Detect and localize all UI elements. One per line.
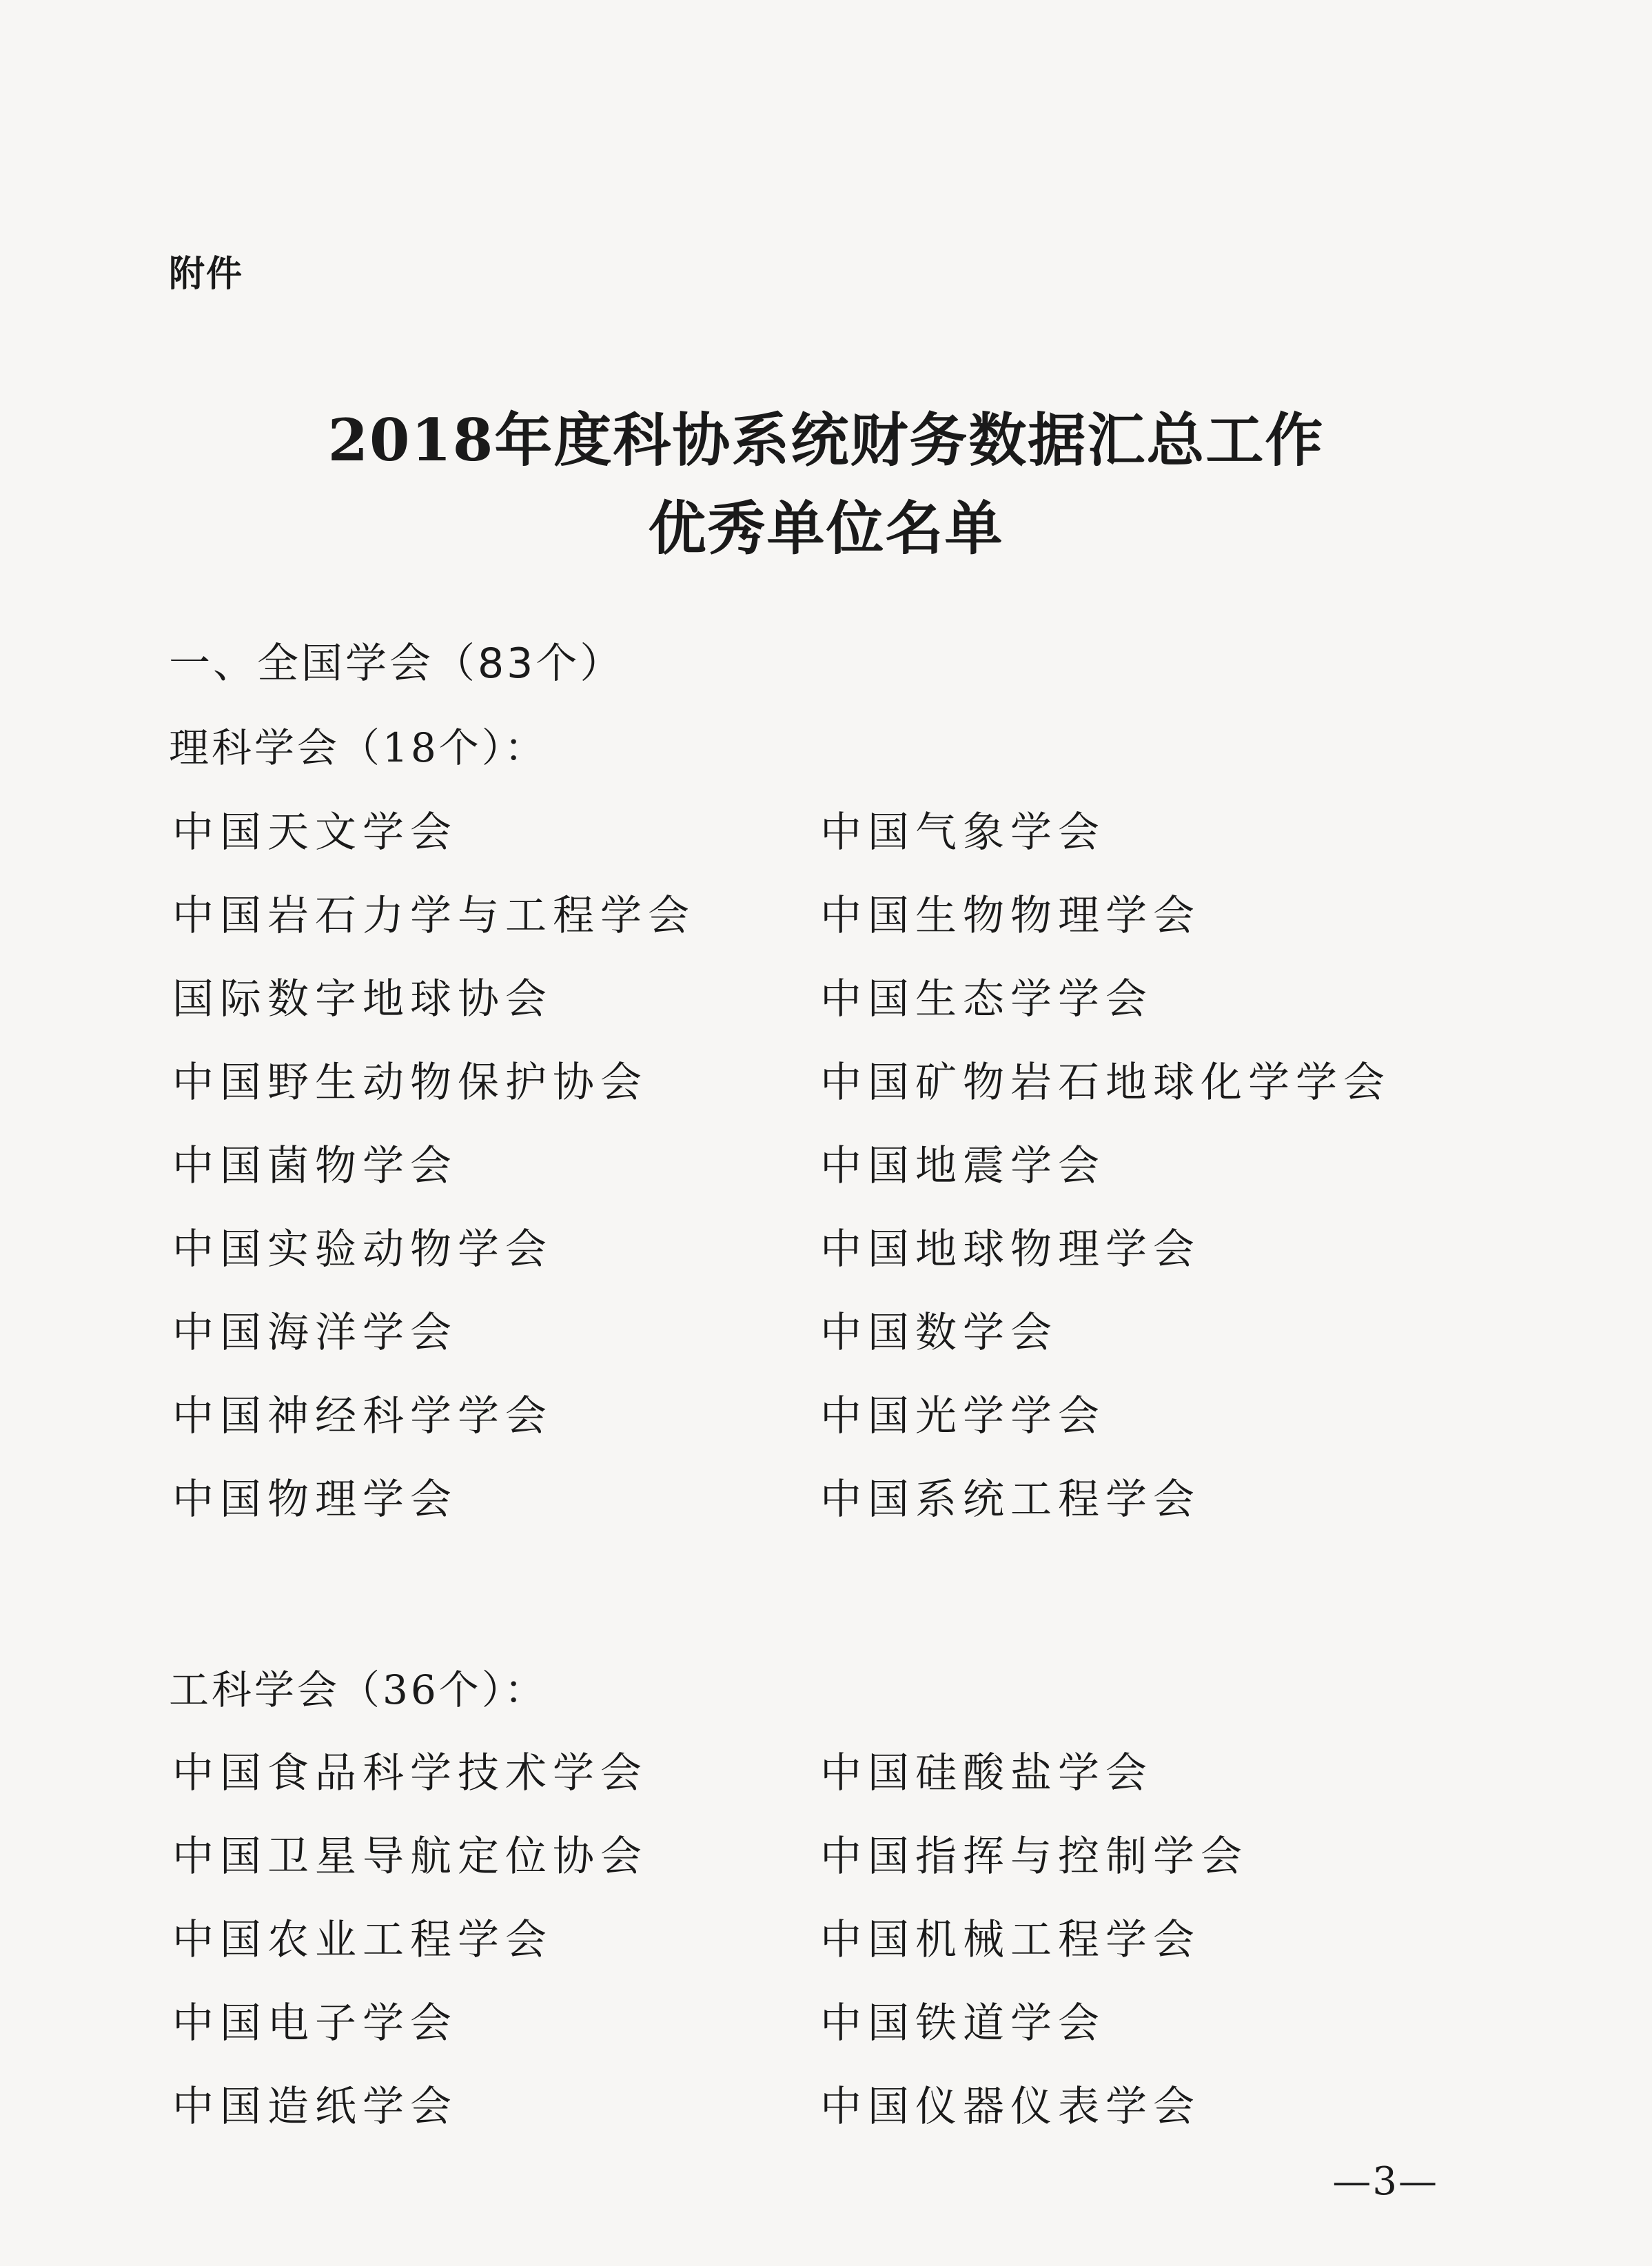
list-item: 中国物理学会 (172, 1476, 458, 1524)
list-item: 中国矿物岩石地球化学学会 (820, 1059, 1391, 1107)
list-item: 中国光学学会 (820, 1392, 1105, 1440)
list-item: 中国天文学会 (172, 808, 458, 857)
list-item: 中国卫星导航定位协会 (172, 1833, 648, 1881)
list-item: 中国菌物学会 (172, 1142, 458, 1190)
list-item: 中国海洋学会 (172, 1309, 458, 1357)
list-item: 中国仪器仪表学会 (820, 2083, 1201, 2131)
list-item: 中国造纸学会 (172, 2083, 458, 2131)
list-item: 中国系统工程学会 (820, 1476, 1201, 1524)
list-item: 国际数字地球协会 (172, 975, 553, 1023)
list-item: 中国硅酸盐学会 (820, 1749, 1153, 1797)
list-item: 中国数学会 (820, 1309, 1058, 1357)
page-number: —3— (1332, 2159, 1438, 2204)
list-item: 中国食品科学技术学会 (172, 1749, 648, 1797)
list-item: 中国生态学学会 (820, 975, 1153, 1023)
list-item: 中国农业工程学会 (172, 1916, 553, 1964)
list-item: 中国神经科学学会 (172, 1392, 553, 1440)
science-subheading: 理科学会（18个）： (169, 724, 547, 771)
list-item: 中国地球物理学会 (820, 1225, 1201, 1274)
list-item: 中国实验动物学会 (172, 1225, 553, 1274)
document-title-line-2: 优秀单位名单 (648, 494, 1004, 562)
list-item: 中国指挥与控制学会 (820, 1833, 1248, 1881)
list-item: 中国电子学会 (172, 1999, 458, 2048)
list-item: 中国岩石力学与工程学会 (172, 892, 695, 940)
document-title-line-1: 2018年度科协系统财务数据汇总工作 (327, 406, 1325, 474)
list-item: 中国气象学会 (820, 808, 1105, 857)
section-heading: 一、全国学会（83个） (169, 640, 624, 688)
list-item: 中国生物物理学会 (820, 892, 1201, 940)
list-item: 中国野生动物保护协会 (172, 1059, 648, 1107)
list-item: 中国机械工程学会 (820, 1916, 1201, 1964)
list-item: 中国地震学会 (820, 1142, 1105, 1190)
engineering-subheading: 工科学会（36个）： (169, 1666, 547, 1713)
attachment-label: 附件 (169, 254, 244, 295)
list-item: 中国铁道学会 (820, 1999, 1105, 2048)
